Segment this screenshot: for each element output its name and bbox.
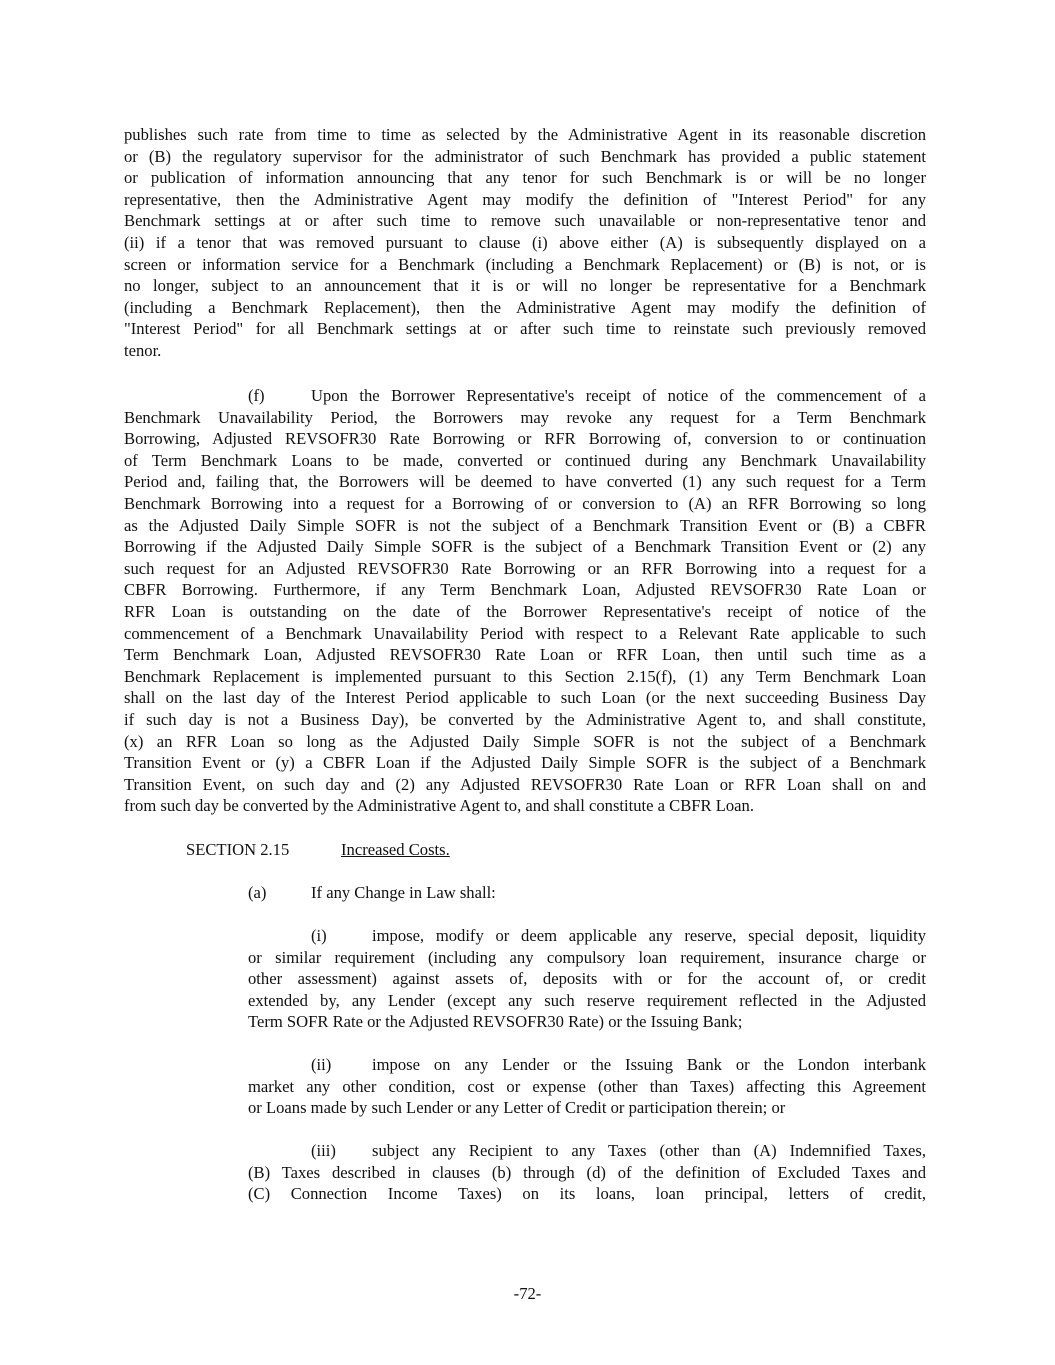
text-line [124, 536, 926, 558]
text-line [124, 709, 926, 731]
text-line [124, 385, 926, 407]
line-text: Period and, failing that, the Borrowers will be deemed to have converted (1) any such request for a Term [124, 472, 926, 492]
line-text: tenor. [124, 340, 162, 360]
text-line [248, 1076, 926, 1098]
line-text: Borrowing if the Adjusted Daily Simple SOFR is the subject of a Benchmark Transition Event or (2) any [124, 537, 926, 557]
line-text: commencement of a Benchmark Unavailability Period with respect to a Relevant Rate applicable to such [124, 623, 926, 643]
text-line [124, 407, 926, 429]
text-line [124, 558, 926, 580]
line-text: "Interest Period" for all Benchmark settings at or after such time to reinstate such previously removed [124, 319, 926, 339]
clause-label: (iii) [311, 1141, 336, 1160]
line-text: of Term Benchmark Loans to be made, converted or continued during any Benchmark Unavailability [124, 450, 926, 470]
line-text: subject any Recipient to any Taxes (other than (A) Indemnified Taxes, [372, 1141, 926, 1160]
text-line [248, 1011, 926, 1033]
text-line [248, 1054, 926, 1076]
clause-iii [248, 1140, 926, 1205]
line-text: extended by, any Lender (except any such reserve requirement reflected in the Adjusted [248, 990, 926, 1010]
line-text: Benchmark Unavailability Period, the Borrowers may revoke any request for a Term Benchmark [124, 407, 926, 427]
line-text: (B) Taxes described in clauses (b) through (d) of the definition of Excluded Taxes and [248, 1162, 926, 1182]
line-text: representative, then the Administrative Agent may modify the definition of "Interest Period" for any [124, 189, 926, 209]
line-text: Benchmark Borrowing into a request for a Borrowing of or conversion to (A) an RFR Borrowing so long [124, 493, 926, 513]
clause-label: (f) [248, 386, 265, 405]
line-text: (x) an RFR Loan so long as the Adjusted Daily Simple SOFR is not the subject of a Benchmark [124, 731, 926, 751]
line-text: or (B) the regulatory supervisor for the administrator of such Benchmark has provided a public statement [124, 146, 926, 166]
line-text: RFR Loan is outstanding on the date of the Borrower Representative's receipt of notice of the [124, 601, 926, 621]
text-line [248, 990, 926, 1012]
line-text: market any other condition, cost or expense (other than Taxes) affecting this Agreement [248, 1076, 926, 1096]
text-line [124, 623, 926, 645]
page-number: -72- [513, 1284, 542, 1303]
line-text: publishes such rate from time to time as selected by the Administrative Agent in its reasonable discretion [124, 125, 926, 144]
line-text: screen or information service for a Benchmark (including a Benchmark Replacement) or (B) is not, or is [124, 254, 926, 274]
text-line [124, 687, 926, 709]
section-number: SECTION 2.15 [186, 840, 290, 859]
text-line [124, 579, 926, 601]
text-line [124, 493, 926, 515]
text-line [124, 666, 926, 688]
line-text: or similar requirement (including any compulsory loan requirement, insurance charge or [248, 947, 926, 967]
text-line [124, 450, 926, 472]
text-line [248, 1183, 926, 1205]
line-text: Term SOFR Rate or the Adjusted REVSOFR30 Rate) or the Issuing Bank; [248, 1012, 743, 1032]
text-line [124, 254, 926, 276]
text-line [124, 124, 926, 146]
text-line [124, 146, 926, 168]
paragraph-continued [124, 124, 926, 362]
text-line [124, 318, 926, 340]
line-text: Benchmark Replacement is implemented pursuant to this Section 2.15(f), (1) any Term Benchmark Loan [124, 666, 926, 686]
line-text: as the Adjusted Daily Simple SOFR is not the subject of a Benchmark Transition Event or (B) a CBFR [124, 515, 926, 535]
text-line [124, 275, 926, 297]
text-line [124, 210, 926, 232]
line-text: or Loans made by such Lender or any Letter of Credit or participation therein; or [248, 1098, 786, 1118]
clause-label: (ii) [311, 1055, 332, 1074]
line-text: impose on any Lender or the Issuing Bank or the London interbank [372, 1055, 926, 1074]
paragraph-f [124, 385, 926, 817]
line-text: Benchmark settings at or after such time to remove such unavailable or non-representative tenor and [124, 211, 926, 231]
text-line [248, 968, 926, 990]
line-text: impose, modify or deem applicable any reserve, special deposit, liquidity [372, 926, 926, 945]
clause-label: (i) [311, 926, 327, 945]
text-line [124, 515, 926, 537]
text-line [124, 167, 926, 189]
text-line [124, 340, 926, 362]
clause-a-label: (a) [248, 883, 267, 902]
clause-a-text: If any Change in Law shall: [311, 883, 496, 902]
line-text: (including a Benchmark Replacement), then the Administrative Agent may modify the definition of [124, 297, 926, 317]
section-title: Increased Costs. [341, 840, 450, 859]
line-text: other assessment) against assets of, deposits with or for the account of, or credit [248, 969, 926, 989]
line-text: Transition Event or (y) a CBFR Loan if the Adjusted Daily Simple SOFR is the subject of a Benchmark [124, 753, 926, 773]
text-line [124, 795, 926, 817]
line-text: Term Benchmark Loan, Adjusted REVSOFR30 Rate Loan or RFR Loan, then until such time as a [124, 645, 926, 665]
text-line [124, 774, 926, 796]
line-text: Upon the Borrower Representative's receipt of notice of the commencement of a [311, 386, 926, 405]
line-text: from such day be converted by the Administrative Agent to, and shall constitute a CBFR Loan. [124, 796, 754, 816]
line-text: Transition Event, on such day and (2) any Adjusted REVSOFR30 Rate Loan or RFR Loan shall on and [124, 774, 926, 794]
line-text: shall on the last day of the Interest Period applicable to such Loan (or the next succeeding Business Day [124, 688, 926, 708]
text-line [124, 297, 926, 319]
text-line [124, 189, 926, 211]
line-text: Borrowing, Adjusted REVSOFR30 Rate Borrowing or RFR Borrowing of, conversion to or continuation [124, 429, 926, 449]
line-text: no longer, subject to an announcement that it is or will no longer be representative for a Benchmark [124, 276, 926, 296]
text-line [124, 731, 926, 753]
text-line [248, 947, 926, 969]
text-line [124, 428, 926, 450]
text-line [248, 1097, 926, 1119]
text-line [124, 644, 926, 666]
clause-ii [248, 1054, 926, 1119]
line-text: CBFR Borrowing. Furthermore, if any Term Benchmark Loan, Adjusted REVSOFR30 Rate Loan or [124, 580, 926, 600]
text-line [248, 1140, 926, 1162]
line-text: such request for an Adjusted REVSOFR30 Rate Borrowing or an RFR Borrowing into a request for a [124, 558, 926, 578]
clause-i [248, 925, 926, 1033]
text-line [124, 232, 926, 254]
text-line [124, 752, 926, 774]
text-line [124, 471, 926, 493]
line-text: (ii) if a tenor that was removed pursuant to clause (i) above either (A) is subsequently displayed on a [124, 232, 926, 252]
line-text: if such day is not a Business Day), be converted by the Administrative Agent to, and shall constitute, [124, 709, 926, 729]
text-line [248, 925, 926, 947]
line-text: (C) Connection Income Taxes) on its loans, loan principal, letters of credit, [248, 1184, 926, 1204]
line-text: or publication of information announcing that any tenor for such Benchmark is or will be no longer [124, 168, 926, 188]
text-line [248, 1162, 926, 1184]
text-line [124, 601, 926, 623]
